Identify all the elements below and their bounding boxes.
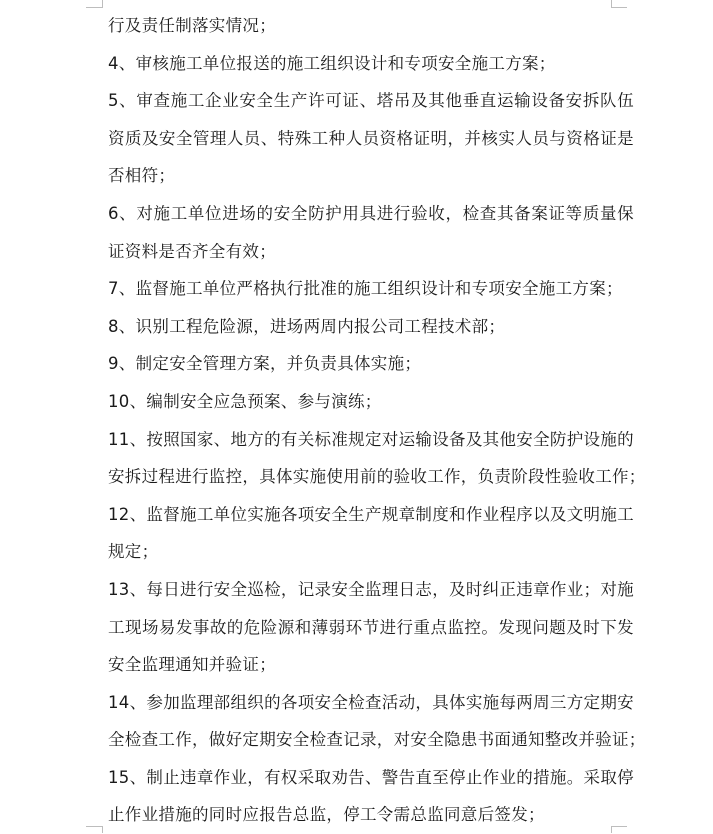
crop-mark-bottom-right-vertical	[611, 826, 612, 833]
text-line: 资质及安全管理人员、特殊工种人员资格证明，并核实人员与资格证是	[108, 128, 634, 148]
text-line: 安全监理通知并验证；	[108, 655, 276, 675]
crop-mark-top-left-vertical	[102, 0, 103, 8]
text-line: 安拆过程进行监控，具体实施使用前的验收工作，负责阶段性验收工作；	[108, 467, 646, 487]
text-line: 11、按照国家、地方的有关标准规定对运输设备及其他安全防护设施的	[108, 429, 634, 449]
text-line: 9、制定安全管理方案，并负责具体实施；	[108, 354, 422, 374]
crop-mark-top-left-horizontal	[86, 7, 102, 8]
text-line: 12、监督施工单位实施各项安全生产规章制度和作业程序以及文明施工	[108, 504, 634, 524]
text-line: 全检查工作，做好定期安全检查记录，对安全隐患书面通知整改并验证；	[108, 730, 646, 750]
text-line: 规定；	[108, 542, 159, 562]
text-line: 15、制止违章作业，有权采取劝告、警告直至停止作业的措施。采取停	[108, 767, 634, 787]
text-line: 证资料是否齐全有效；	[108, 241, 276, 261]
crop-mark-bottom-left-horizontal	[86, 826, 102, 827]
text-line: 13、每日进行安全巡检，记录安全监理日志，及时纠正违章作业；对施	[108, 579, 634, 599]
document-body	[108, 7, 646, 834]
crop-mark-bottom-left-vertical	[102, 826, 103, 833]
text-line: 14、参加监理部组织的各项安全检查活动，具体实施每两周三方定期安	[108, 692, 634, 712]
text-line: 4、审核施工单位报送的施工组织设计和专项安全施工方案；	[108, 53, 556, 73]
crop-mark-top-right-horizontal	[611, 7, 627, 8]
text-line: 5、审查施工企业安全生产许可证、塔吊及其他垂直运输设备安拆队伍	[108, 91, 634, 111]
text-line: 7、监督施工单位严格执行批准的施工组织设计和专项安全施工方案；	[108, 279, 623, 299]
crop-mark-top-right-vertical	[611, 0, 612, 8]
text-line: 行及责任制落实情况；	[108, 16, 276, 35]
crop-mark-bottom-right-horizontal	[611, 826, 627, 827]
text-line: 8、识别工程危险源，进场两周内报公司工程技术部；	[108, 316, 506, 336]
text-line: 否相符；	[108, 166, 176, 186]
text-line: 工现场易发事故的危险源和薄弱环节进行重点监控。发现问题及时下发	[108, 617, 634, 637]
text-line: 止作业措施的同时应报告总监，停工令需总监同意后签发；	[108, 805, 545, 825]
text-line: 6、对施工单位进场的安全防护用具进行验收，检查其备案证等质量保	[108, 203, 634, 223]
text-line: 10、编制安全应急预案、参与演练；	[108, 391, 382, 411]
